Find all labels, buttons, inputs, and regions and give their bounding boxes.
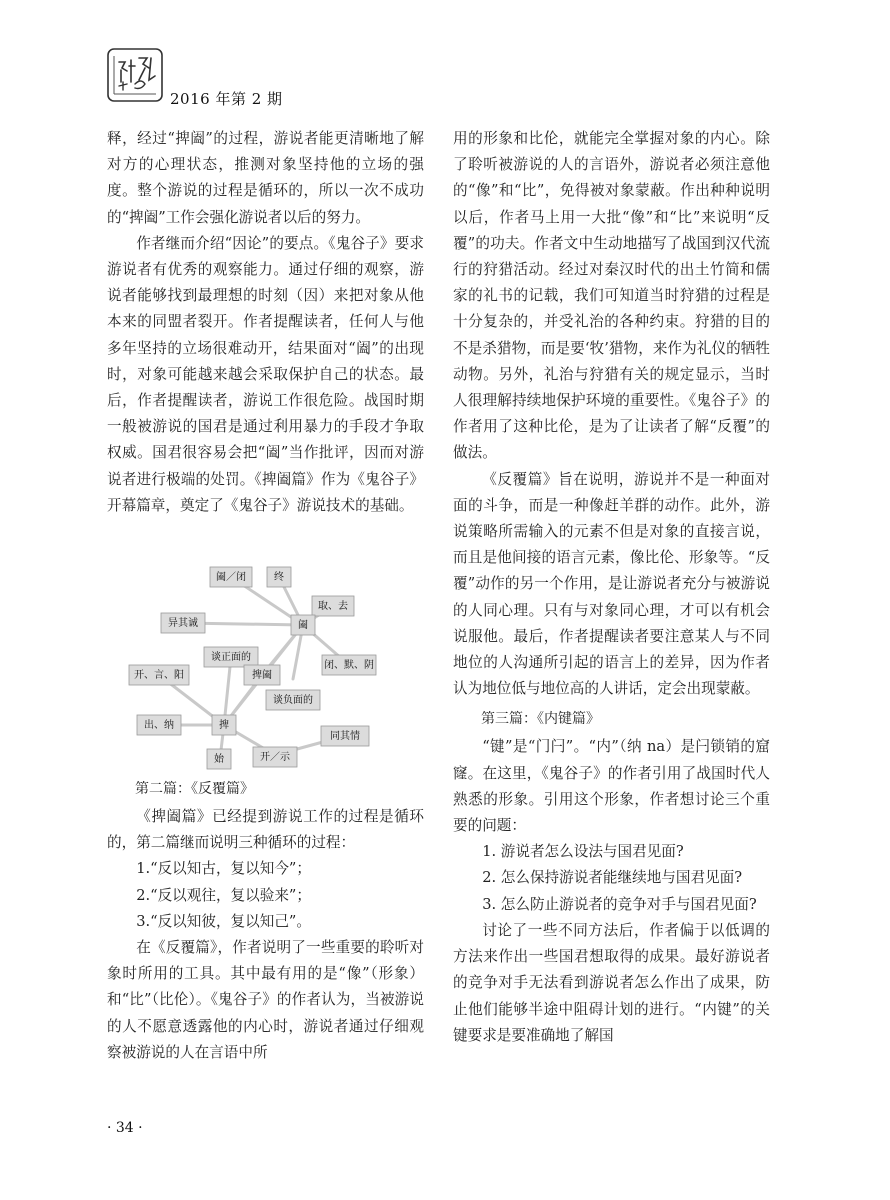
- svg-text:捭阖: 捭阖: [252, 670, 272, 682]
- svg-text:开、言、阳: 开、言、阳: [134, 670, 184, 682]
- left-column: [107, 126, 424, 1066]
- diagram-node: [312, 596, 354, 616]
- diagram-node: [291, 615, 315, 635]
- paragraph: “键”是“门闩”。“内”（纳 na）是闩锁销的窟窿。在这里，《鬼谷子》的作者引用了战国时代人熟悉的形象。引用这个形象，作者想讨论三个重要的问题：: [453, 738, 770, 835]
- list-item: 3. 怎么防止游说者的竞争对手与国君见面?: [482, 895, 757, 913]
- diagram-node: [204, 647, 258, 667]
- diagram-node: [267, 567, 291, 587]
- svg-text:出、纳: 出、纳: [144, 720, 174, 732]
- svg-text:闭、默、阴: 闭、默、阴: [324, 660, 374, 672]
- list-item: 2.“反以观往，复以验来”；: [136, 886, 311, 904]
- page-number: · 34 ·: [107, 1120, 143, 1136]
- baihe-concept-diagram: [127, 525, 387, 770]
- diagram-node: [266, 690, 320, 710]
- svg-text:阖／闭: 阖／闭: [216, 572, 246, 584]
- paragraph: 《反覆篇》旨在说明，游说并不是一种面对面的斗争，而是一种像赶羊群的动作。此外，游说策略所需输入的元素不但是对象的直接言说，而且是他间接的语言元素，像比伦、形象等。“反覆”动作的另一个作用，是让游说者充分与被游说的人同心理。只有与对象同心理，才可以有机会说服他。最后，作者提醒读者要注意某人与不同地位的人沟通所引起的语言上的差异，因为作者认为地位低与地位高的人讲话，定会出现蒙蔽。: [453, 470, 770, 698]
- svg-text:阖: 阖: [298, 620, 308, 632]
- svg-text:谈正面的: 谈正面的: [211, 652, 251, 664]
- list-item: 2. 怎么保持游说者能继续地与国君见面?: [482, 869, 743, 887]
- paragraph: 《捭阖篇》已经提到游说工作的过程是循环的，第二篇继而说明三种循环的过程：: [107, 808, 424, 852]
- svg-text:始: 始: [214, 754, 224, 766]
- svg-text:捭: 捭: [219, 720, 229, 732]
- paragraph: 作者继而介绍“因论”的要点。《鬼谷子》要求游说者有优秀的观察能力。通过仔细的观察，游说者能够找到最理想的时刻（因）来把对象从他本来的同盟者裂开。作者提醒读者，任何人与他多年坚持的立场很难动开，结果面对“阖”的出现时，对象可能越来越会采取保护自己的状态。最后，作者提醒读者，游说工作很危险。战国时期一般被游说的国君是通过利用暴力的手段才争取权威。国君很容易会把“阖”当作批评，因而对游说者进行极端的处罚。《捭阖篇》作为《鬼谷子》开幕篇章，奠定了《鬼谷子》游说技术的基础。: [107, 234, 424, 514]
- diagram-node: [161, 613, 205, 633]
- list-item: 3.“反以知彼，复以知己”。: [136, 912, 311, 930]
- svg-text:开／示: 开／示: [260, 752, 290, 764]
- diagram-node: [129, 665, 189, 685]
- paragraph: 讨论了一些不同方法后，作者偏于以低调的方法来作出一些国君想取得的成果。最好游说者的竞争对手无法看到游说者怎么作出了成果，防止他们能够半途中阻碍计划的进行。“内键”的关键要求是要准确地了解国: [453, 921, 770, 1044]
- issue-label: 2016 年第 2 期: [170, 90, 283, 108]
- svg-text:谈负面的: 谈负面的: [273, 695, 313, 707]
- diagram-node: [321, 726, 369, 746]
- paragraph: 用的形象和比伦，就能完全掌握对象的内心。除了聆听被游说的人的言语外，游说者必须注意他的“像”和“比”，免得被对象蒙蔽。作出种种说明以后，作者马上用一大批“像”和“比”来说明“反覆”的功夫。作者文中生动地描写了战国到汉代流行的狩猎活动。经过对秦汉时代的出土竹简和儒家的礼书的记载，我们可知道当时狩猎的过程是十分复杂的，并受礼治的各种约束。狩猎的目的不是杀猎物，而是要‘牧’猎物，来作为礼仪的牺牲动物。另外，礼治与狩猎有关的规定显示，当时人很理解持续地保护环境的重要性。《鬼谷子》的作者用了这种比伦，是为了让读者了解“反覆”的做法。: [453, 130, 770, 462]
- list-item: 1. 游说者怎么设法与国君见面?: [482, 843, 684, 861]
- diagram-node: [244, 665, 280, 685]
- section-heading: 第二篇：《反覆篇》: [135, 781, 254, 798]
- list-item: 1.“反以知古，复以知今”；: [136, 860, 311, 878]
- diagram-node: [210, 567, 252, 587]
- svg-text:终: 终: [274, 572, 284, 584]
- svg-text:同其情: 同其情: [330, 731, 360, 743]
- right-column: [453, 126, 770, 1049]
- paragraph: 释，经过“捭阖”的过程，游说者能更清晰地了解对方的心理状态，推测对象坚持他的立场的强度。整个游说的过程是循环的，所以一次不成功的“捭阖”工作会强化游说者以后的努力。: [107, 130, 424, 226]
- diagram-node: [322, 655, 376, 675]
- diagram-node: [212, 715, 236, 735]
- page-header: [0, 0, 890, 110]
- diagram-node: [253, 747, 297, 767]
- diagram-node: [137, 715, 181, 735]
- paragraph: 在《反覆篇》，作者说明了一些重要的聆听对象时所用的工具。其中最有用的是“像”（形象）和“比”（比伦）。《鬼谷子》的作者认为，当被游说的人不愿意透露他的内心时，游说者通过仔细观察被游说的人在言语中所: [107, 939, 424, 1061]
- svg-text:取、去: 取、去: [318, 601, 348, 613]
- svg-text:异其诚: 异其诚: [168, 618, 198, 630]
- section-heading: 第三篇：《内键篇》: [481, 711, 600, 728]
- journal-logo: [107, 48, 163, 102]
- diagram-node: [207, 749, 231, 769]
